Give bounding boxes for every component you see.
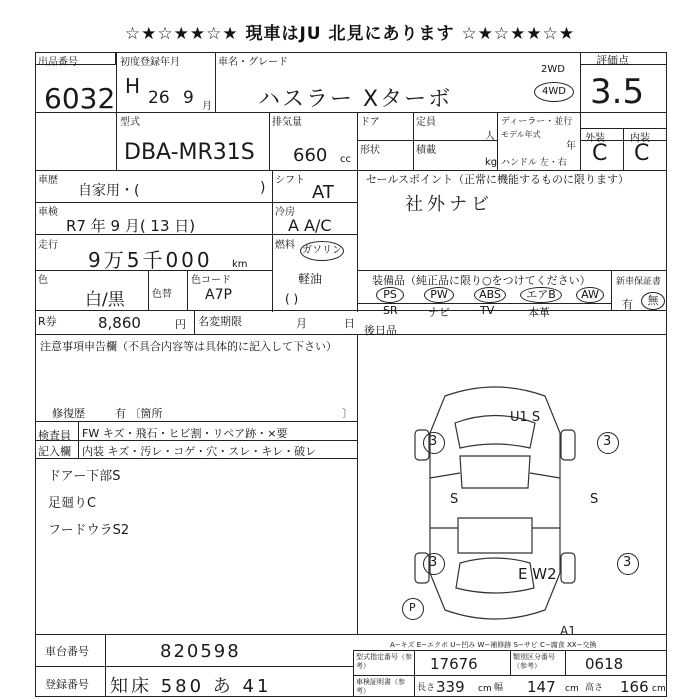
sales-point-label: セールスポイント（正常に機能するものに限ります） <box>366 173 630 186</box>
repair-label: 修復歴 <box>52 407 85 420</box>
height-value: 166 <box>620 678 649 696</box>
first-reg-year: 26 <box>148 88 170 108</box>
displacement-value: 660 <box>293 145 328 166</box>
score-value: 3.5 <box>590 72 645 112</box>
damage-mark-hood: U1 S <box>510 410 541 425</box>
cert-label: 車検証明書（参考） <box>356 678 405 695</box>
label-2wd: 2WD <box>541 64 565 75</box>
interior-grade: C <box>634 141 650 166</box>
equip-pw: PW <box>424 287 454 303</box>
fuel-gasoline: ガソリン <box>300 241 344 261</box>
fuel-label: 燃料 <box>275 240 295 251</box>
history-label: 車歴 <box>38 175 58 186</box>
diagram-legend: A−キズ E−エクボ U−凹み W−補修跡 S−サビ C−腐食 XX−交換 <box>390 641 597 649</box>
history-value: 自家用・( <box>78 183 140 199</box>
damage-mark-rear: E W2 <box>518 565 557 583</box>
inspector-label-2: 記入欄 <box>38 445 71 458</box>
shift-label: シフト <box>275 175 305 186</box>
mileage-value: 9万5千000 <box>88 248 213 272</box>
first-reg-month: 9 <box>183 88 194 108</box>
equip-aw: AW <box>576 287 604 303</box>
warranty-none: 無 <box>641 292 665 310</box>
length-value: 339 <box>436 678 465 696</box>
sales-point-value: 社外ナビ <box>405 194 493 215</box>
recycle-value: 8,860 <box>98 314 141 332</box>
inspection-label: 車検 <box>38 207 58 218</box>
aircon-label: 冷房 <box>275 207 295 218</box>
remark-2: 足廻りC <box>48 496 97 511</box>
shift-value: AT <box>312 182 334 203</box>
damage-mark-bumper: A1 <box>560 624 576 638</box>
mileage-label: 走行 <box>38 240 58 251</box>
label-4wd: 4WD <box>534 82 574 102</box>
remark-1: ドアー下部S <box>48 469 121 484</box>
car-diagram <box>410 378 580 628</box>
recycle-label: R券 <box>38 315 57 328</box>
color-label: 色 <box>38 275 48 286</box>
score-label: 評価点 <box>596 54 629 67</box>
type-label: 型式 <box>120 117 140 128</box>
designation-value: 17676 <box>430 655 478 673</box>
model-name: ハスラー Xターボ <box>258 87 453 112</box>
width-value: 147 <box>527 678 556 696</box>
warranty-label: 新車保証書 <box>616 277 662 287</box>
first-reg-era: H <box>125 74 141 98</box>
lot-number: 6032 <box>44 82 116 115</box>
exterior-grade: C <box>592 141 608 166</box>
remark-3: フードウラS2 <box>48 523 130 538</box>
notes-label: 注意事項申告欄（不具合内容等は具体的に記入して下さい） <box>40 340 337 353</box>
displacement-label: 排気量 <box>272 117 302 128</box>
equipment-label: 装備品（純正品に限り○をつけてください） <box>372 274 591 287</box>
color-value: 白/黒 <box>85 290 125 310</box>
designation-label: 型式指定番号（参考） <box>356 653 412 670</box>
owner-label: 後日品 <box>364 324 397 337</box>
aircon-value: A A/C <box>288 216 332 235</box>
equip-airbag: エアB <box>520 287 562 303</box>
inspector-row-interior: 内装 キズ・汚レ・コゲ・穴・スレ・キレ・破レ <box>82 445 317 458</box>
model-label: 車名・グレード <box>218 57 288 68</box>
plate-value: 知床 580 あ 41 <box>110 676 272 697</box>
first-reg-label: 初度登録年月 <box>120 57 180 68</box>
chassis-label: 車台番号 <box>45 645 89 658</box>
equip-ps: PS <box>376 287 404 303</box>
plate-label: 登録番号 <box>45 678 89 691</box>
inspection-value: R7 年 9 月( 13 日) <box>66 217 196 235</box>
name-change-label: 名変期限 <box>198 315 242 328</box>
inspector-row-fw: FW キズ・飛石・ヒビ割・リペア跡・×要 <box>82 427 288 440</box>
inspector-label-1: 検査員 <box>38 429 71 442</box>
type-value: DBA-MR31S <box>124 140 255 165</box>
equip-abs: ABS <box>474 287 506 303</box>
damage-mark-left: S <box>450 492 459 507</box>
lot-label: 出品番号 <box>38 57 78 68</box>
color-code: A7P <box>205 287 232 303</box>
class-value: 0618 <box>585 655 624 673</box>
banner: ☆★☆★★☆★ 現車はJU 北見にあります ☆★☆★★☆★ <box>124 24 576 44</box>
chassis-value: 820598 <box>160 641 241 662</box>
damage-mark-right: S <box>590 492 599 507</box>
